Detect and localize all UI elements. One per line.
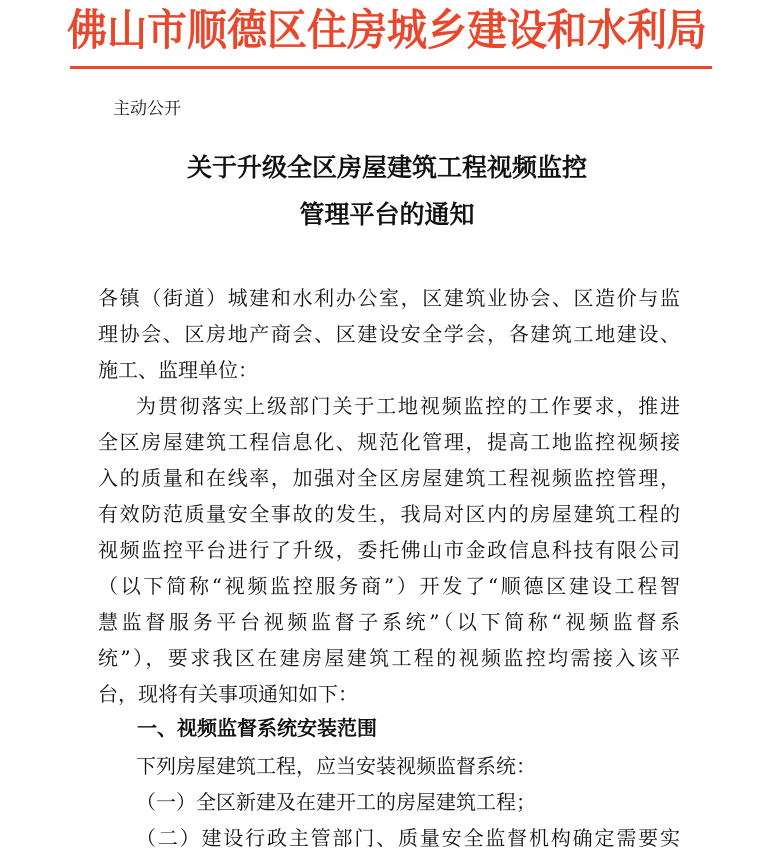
intro-line: 有效防范质量安全事故的发生，我局对区内的房屋建筑工程的 — [98, 502, 680, 526]
section-heading: 一、视频监督系统安装范围 — [137, 716, 377, 740]
addressee-line: 各镇（街道）城建和水利办公室，区建筑业协会、区造价与监 — [98, 286, 680, 310]
intro-line: 台，现将有关事项通知如下： — [98, 682, 358, 706]
section-line: 下列房屋建筑工程，应当安装视频监督系统： — [136, 754, 536, 778]
intro-line: 慧监督服务平台视频监督子系统”（以下简称“视频监督系 — [98, 610, 680, 634]
intro-line: 统”），要求我区在建房屋建筑工程的视频监控均需接入该平 — [98, 646, 680, 670]
agency-header-title: 佛山市顺德区住房城乡建设和水利局 — [67, 6, 707, 56]
intro-line: 视频监控平台进行了升级，委托佛山市金政信息科技有限公司 — [98, 538, 680, 562]
addressee-line: 理协会、区房地产商会、区建设安全学会，各建筑工地建设、 — [98, 322, 680, 346]
intro-line: （以下简称“视频监控服务商”）开发了“顺德区建设工程智 — [98, 574, 680, 598]
intro-line: 为贯彻落实上级部门关于工地视频监控的工作要求，推进 — [136, 394, 680, 418]
section-line: （一）全区新建及在建开工的房屋建筑工程； — [136, 790, 536, 814]
document-title-line-1: 关于升级全区房屋建筑工程视频监控 — [186, 153, 587, 182]
disclosure-label: 主动公开 — [113, 99, 181, 119]
section-line: （二）建设行政主管部门、质量安全监督机构确定需要实 — [136, 826, 680, 850]
intro-line: 入的质量和在线率，加强对全区房屋建筑工程视频监控管理， — [98, 466, 680, 490]
intro-line: 全区房屋建筑工程信息化、规范化管理，提高工地监控视频接 — [98, 430, 680, 454]
document-title-line-2: 管理平台的通知 — [299, 200, 475, 229]
header-red-rule — [70, 66, 712, 69]
addressee-line: 施工、监理单位： — [98, 358, 258, 382]
